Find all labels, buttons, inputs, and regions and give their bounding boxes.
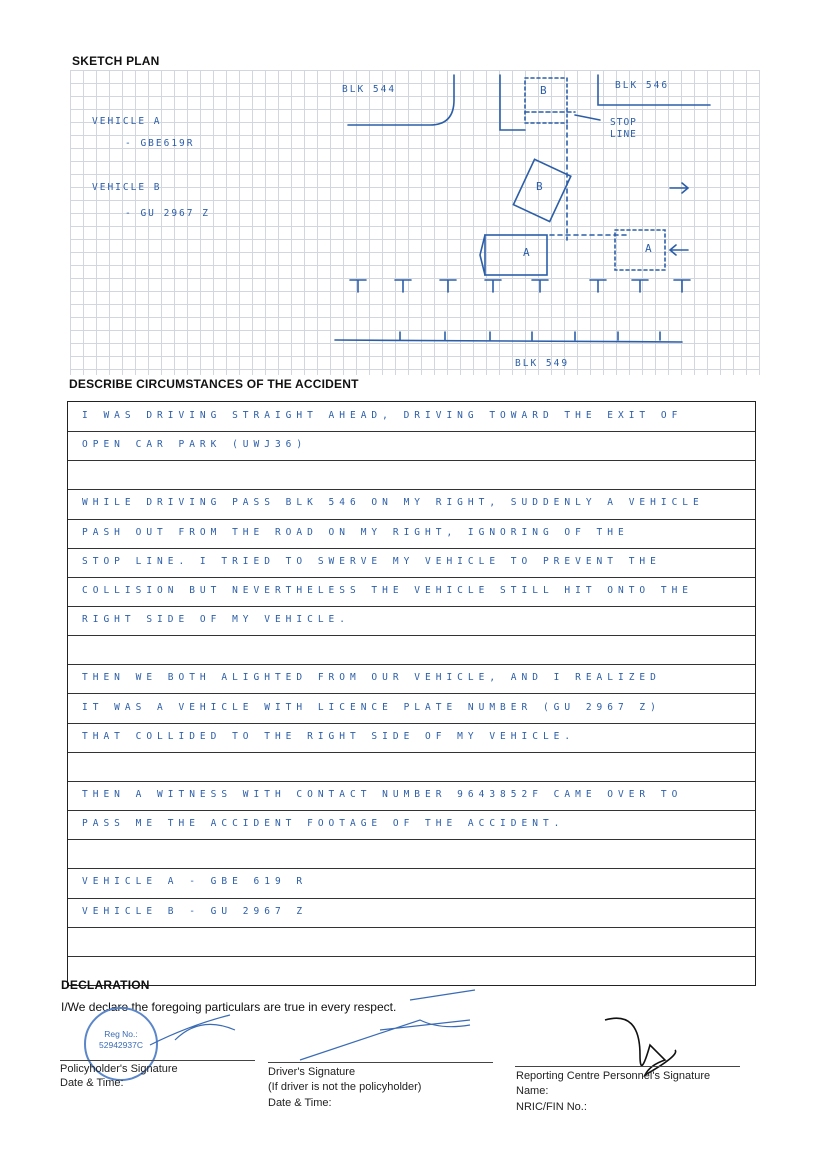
sketch-drawing bbox=[70, 70, 760, 375]
blk-544-corner bbox=[348, 75, 454, 125]
circumstance-line bbox=[68, 956, 755, 985]
vehicle-b-plate: - GU 2967 Z bbox=[125, 208, 210, 219]
circumstance-line bbox=[68, 460, 755, 490]
stop-line-pointer bbox=[575, 115, 600, 120]
driver-signature-label: Driver's Signature bbox=[268, 1066, 356, 1078]
road-left-edge bbox=[500, 75, 525, 130]
circumstance-line-text: PASH OUT FROM THE ROAD ON MY RIGHT, IGNORING OF THE bbox=[82, 526, 629, 538]
circumstance-line-text: RIGHT SIDE OF MY VEHICLE. bbox=[82, 614, 350, 626]
vehicle-a-label: VEHICLE A bbox=[92, 116, 162, 127]
arrow-right-icon bbox=[670, 183, 688, 193]
vehicle-b-label: VEHICLE B bbox=[92, 182, 162, 193]
declaration-heading: DECLARATION bbox=[61, 978, 150, 992]
circumstance-line bbox=[68, 898, 755, 928]
reporting-name-label: Name: bbox=[516, 1085, 549, 1097]
declaration-statement: I/We declare the foregoing particulars are true in every respect. bbox=[61, 1000, 397, 1014]
circumstance-line bbox=[68, 694, 755, 724]
t-markers bbox=[350, 280, 690, 292]
circumstance-line bbox=[68, 519, 755, 549]
circumstance-line bbox=[68, 489, 755, 519]
driver-note-label: (If driver is not the policyholder) bbox=[268, 1081, 422, 1093]
driver-line bbox=[268, 1062, 493, 1063]
circumstance-line bbox=[68, 752, 755, 782]
circumstance-line-text: STOP LINE. I TRIED TO SWERVE MY VEHICLE TO PREVENT THE bbox=[82, 555, 661, 567]
stop-line-label: STOP LINE bbox=[610, 117, 637, 140]
circumstance-line-text: WHILE DRIVING PASS BLK 546 ON MY RIGHT, SUDDENLY A VEHICLE bbox=[82, 497, 704, 509]
circumstance-line bbox=[68, 548, 755, 578]
sketch-grid bbox=[70, 70, 760, 375]
reporting-signature-label: Reporting Centre Personnel's Signature bbox=[516, 1070, 711, 1082]
car-a-ghost-box bbox=[615, 230, 665, 270]
circumstance-line bbox=[68, 577, 755, 607]
arrow-left-icon bbox=[670, 245, 688, 255]
circumstance-line-text: THEN WE BOTH ALIGHTED FROM OUR VEHICLE, AND I REALIZED bbox=[82, 672, 661, 684]
blk-546-label: BLK 546 bbox=[615, 80, 670, 91]
circumstances-box bbox=[67, 401, 756, 986]
policyholder-signature-label: Policyholder's Signature bbox=[60, 1063, 178, 1075]
circumstance-line-text: THEN A WITNESS WITH CONTACT NUMBER 9643852F CAME OVER TO bbox=[82, 788, 683, 800]
edge-ticks bbox=[400, 332, 660, 340]
circumstances-lines bbox=[68, 402, 755, 985]
driver-date-label: Date & Time: bbox=[268, 1097, 332, 1109]
circumstance-line bbox=[68, 431, 755, 461]
circumstance-line-text: VEHICLE A - GBE 619 R bbox=[82, 876, 308, 888]
circumstance-line-text: I WAS DRIVING STRAIGHT AHEAD, DRIVING TOWARD THE EXIT OF bbox=[82, 410, 683, 421]
stamp-text: Reg No.: 52942937C bbox=[99, 1029, 143, 1050]
circumstance-line-text: PASS ME THE ACCIDENT FOOTAGE OF THE ACCIDENT. bbox=[82, 818, 565, 830]
car-a-letter: A bbox=[523, 246, 533, 259]
blk-549-label: BLK 549 bbox=[515, 358, 570, 369]
vehicle-a-plate: - GBE619R bbox=[125, 138, 195, 149]
car-b-ghost-letter: B bbox=[540, 84, 550, 97]
car-a-ghost-letter: A bbox=[645, 242, 655, 255]
circumstance-line bbox=[68, 839, 755, 869]
blk-549-edge bbox=[335, 340, 682, 342]
circumstance-line bbox=[68, 927, 755, 957]
car-a-box bbox=[485, 235, 547, 275]
reporting-line bbox=[515, 1066, 740, 1067]
policyholder-line bbox=[60, 1060, 255, 1061]
circumstance-line bbox=[68, 868, 755, 898]
sketch-plan-heading: SKETCH PLAN bbox=[72, 54, 160, 68]
circumstances-heading: DESCRIBE CIRCUMSTANCES OF THE ACCIDENT bbox=[69, 377, 359, 391]
car-b-letter: B bbox=[536, 180, 546, 193]
circumstance-line-text: IT WAS A VEHICLE WITH LICENCE PLATE NUMBER (GU 2967 Z) bbox=[82, 701, 661, 713]
circumstance-line-text: THAT COLLIDED TO THE RIGHT SIDE OF MY VEHICLE. bbox=[82, 730, 576, 742]
circumstance-line bbox=[68, 810, 755, 840]
policyholder-date-label: Date & Time: bbox=[60, 1077, 124, 1089]
circumstance-line-text: OPEN CAR PARK (UWJ36) bbox=[82, 439, 308, 451]
circumstance-line bbox=[68, 402, 755, 432]
reporting-nric-label: NRIC/FIN No.: bbox=[516, 1101, 587, 1113]
circumstance-line bbox=[68, 664, 755, 694]
circumstance-line bbox=[68, 635, 755, 665]
circumstance-line bbox=[68, 723, 755, 753]
blk-544-label: BLK 544 bbox=[342, 84, 397, 95]
circumstance-line-text: VEHICLE B - GU 2967 Z bbox=[82, 905, 308, 917]
driver-signature-mark bbox=[300, 990, 475, 1060]
circumstance-line bbox=[68, 606, 755, 636]
policyholder-signature-mark bbox=[150, 1015, 235, 1045]
circumstance-line-text: COLLISION BUT NEVERTHELESS THE VEHICLE STILL HIT ONTO THE bbox=[82, 584, 694, 596]
circumstance-line bbox=[68, 781, 755, 811]
